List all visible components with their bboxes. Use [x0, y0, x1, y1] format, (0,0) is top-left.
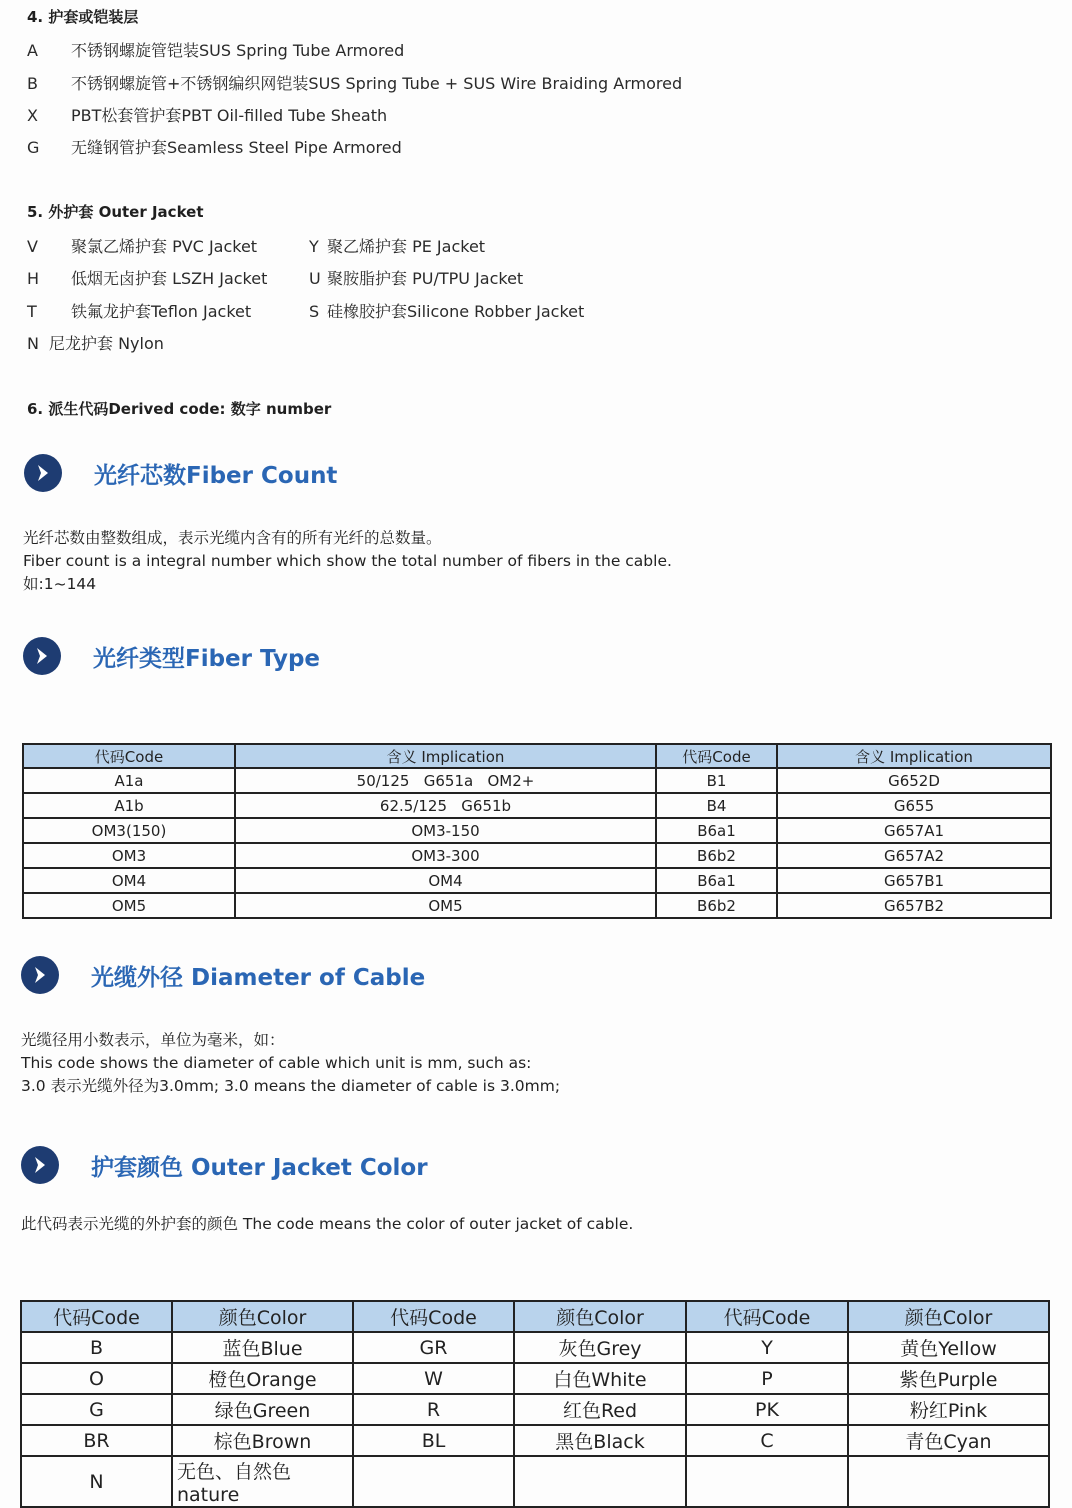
table-cell: OM4 — [23, 868, 235, 893]
table-cell: 绿色Green — [172, 1394, 353, 1425]
table-cell: G657A1 — [777, 818, 1051, 843]
column-header: 颜色Color — [514, 1301, 686, 1332]
table-cell: 青色Cyan — [848, 1425, 1049, 1456]
table-cell: G657B1 — [777, 868, 1051, 893]
table-cell: N — [21, 1456, 172, 1507]
table-cell — [514, 1456, 686, 1507]
table-row — [21, 1363, 1049, 1394]
jacket-item — [309, 299, 584, 322]
table-cell: 62.5/125 G651b — [235, 793, 656, 818]
column-header: 颜色Color — [172, 1301, 353, 1332]
table-cell: OM3 — [23, 843, 235, 868]
column-header: 含义 Implication — [777, 744, 1051, 768]
jacket-text: 低烟无卤护套 LSZH Jacket — [71, 269, 268, 288]
table-cell: O — [21, 1363, 172, 1394]
column-header: 代码Code — [656, 744, 777, 768]
diameter-line: This code shows the diameter of cable which unit is mm, such as: — [21, 1054, 532, 1072]
table-row — [23, 868, 1051, 893]
jacket-code: V — [27, 237, 38, 256]
table-cell: G — [21, 1394, 172, 1425]
armor-item — [27, 103, 387, 126]
table-cell — [848, 1456, 1049, 1507]
table-cell: P — [686, 1363, 848, 1394]
fiber-type-heading — [23, 637, 320, 675]
jacket-title: 5. 外护套 Outer Jacket — [27, 203, 204, 221]
column-header: 代码Code — [686, 1301, 848, 1332]
table-cell: B6b2 — [656, 893, 777, 918]
armor-code: B — [27, 74, 38, 93]
table-cell: W — [353, 1363, 514, 1394]
table-cell: 棕色Brown — [172, 1425, 353, 1456]
table-cell: B1 — [656, 768, 777, 793]
table-cell: OM3-150 — [235, 818, 656, 843]
chevron-right-icon — [21, 1146, 59, 1184]
jacket-text: 尼龙护套 Nylon — [49, 334, 164, 353]
table-cell: 紫色Purple — [848, 1363, 1049, 1394]
table-cell: A1a — [23, 768, 235, 793]
table-cell: OM3(150) — [23, 818, 235, 843]
armor-title: 4. 护套或铠装层 — [27, 8, 139, 26]
armor-item — [27, 135, 402, 158]
table-cell: G652D — [777, 768, 1051, 793]
armor-text: 无缝钢管护套Seamless Steel Pipe Armored — [71, 138, 402, 157]
jacket-code: S — [309, 302, 320, 321]
table-cell: C — [686, 1425, 848, 1456]
jacket-code: U — [309, 269, 321, 288]
table-row — [21, 1332, 1049, 1363]
diameter-line: 光缆径用小数表示，单位为毫米，如： — [21, 1031, 285, 1049]
table-cell: 灰色Grey — [514, 1332, 686, 1363]
chevron-right-icon — [21, 956, 59, 994]
table-cell: 黑色Black — [514, 1425, 686, 1456]
table-row — [23, 893, 1051, 918]
jacket-code: Y — [309, 237, 319, 256]
fiber-count-title: 光纤芯数Fiber Count — [94, 462, 338, 489]
table-cell: G657A2 — [777, 843, 1051, 868]
table-cell: OM5 — [23, 893, 235, 918]
table-cell: 粉红Pink — [848, 1394, 1049, 1425]
table-row — [21, 1394, 1049, 1425]
table-cell: G657B2 — [777, 893, 1051, 918]
armor-code: A — [27, 41, 38, 60]
table-cell: B — [21, 1332, 172, 1363]
diameter-heading — [21, 956, 425, 994]
color-heading — [21, 1146, 428, 1184]
table-cell: BR — [21, 1425, 172, 1456]
table-row — [21, 1425, 1049, 1456]
jacket-code: T — [27, 302, 37, 321]
jacket-item — [27, 266, 267, 289]
table-cell: 黄色Yellow — [848, 1332, 1049, 1363]
table-header-row — [21, 1301, 1049, 1332]
jacket-text: 硅橡胶护套Silicone Robber Jacket — [327, 302, 585, 321]
fiber-count-heading — [24, 454, 337, 492]
jacket-text: 聚胺脂护套 PU/TPU Jacket — [327, 269, 524, 288]
column-header: 代码Code — [353, 1301, 514, 1332]
table-header-row — [23, 744, 1051, 768]
armor-code: X — [27, 106, 38, 125]
table-cell: BL — [353, 1425, 514, 1456]
table-row — [21, 1456, 1049, 1507]
table-cell: 蓝色Blue — [172, 1332, 353, 1363]
jacket-item — [27, 299, 251, 322]
table-row — [23, 843, 1051, 868]
table-cell: B4 — [656, 793, 777, 818]
table-cell: GR — [353, 1332, 514, 1363]
color-title: 护套颜色 Outer Jacket Color — [91, 1154, 428, 1181]
table-cell: 白色White — [514, 1363, 686, 1394]
armor-text: 不锈钢螺旋管+不锈钢编织网铠装SUS Spring Tube + SUS Wire Braiding Armored — [71, 74, 683, 93]
color-table — [20, 1300, 1050, 1508]
table-cell: B6a1 — [656, 868, 777, 893]
fiber-type-table — [22, 743, 1052, 919]
table-cell: G655 — [777, 793, 1051, 818]
table-cell: OM4 — [235, 868, 656, 893]
table-cell: R — [353, 1394, 514, 1425]
table-cell: A1b — [23, 793, 235, 818]
table-cell: PK — [686, 1394, 848, 1425]
jacket-item — [309, 234, 485, 257]
fiber-count-line: 光纤芯数由整数组成，表示光缆内含有的所有光纤的总数量。 — [23, 529, 442, 547]
column-header: 颜色Color — [848, 1301, 1049, 1332]
jacket-text: 聚氯乙烯护套 PVC Jacket — [71, 237, 258, 256]
table-cell: 50/125 G651a OM2+ — [235, 768, 656, 793]
table-row — [23, 768, 1051, 793]
table-cell: OM5 — [235, 893, 656, 918]
table-cell: 橙色Orange — [172, 1363, 353, 1394]
armor-item — [27, 38, 404, 61]
fiber-type-title: 光纤类型Fiber Type — [93, 645, 321, 672]
jacket-text: 铁氟龙护套Teflon Jacket — [71, 302, 252, 321]
armor-text: 不锈钢螺旋管铠装SUS Spring Tube Armored — [71, 41, 405, 60]
table-cell: 无色、自然色 nature — [172, 1456, 353, 1507]
jacket-code: N — [27, 334, 39, 353]
fiber-count-line: Fiber count is a integral number which show the total number of fibers in the cable. — [23, 552, 672, 570]
derived-code: 6. 派生代码Derived code: 数字 number — [27, 400, 332, 418]
table-row — [23, 818, 1051, 843]
table-cell: B6a1 — [656, 818, 777, 843]
fiber-count-desc — [23, 527, 672, 596]
diameter-title: 光缆外径 Diameter of Cable — [91, 964, 426, 991]
column-header: 含义 Implication — [235, 744, 656, 768]
jacket-item — [27, 234, 257, 257]
jacket-item — [27, 331, 164, 354]
table-cell: 红色Red — [514, 1394, 686, 1425]
chevron-right-icon — [23, 637, 61, 675]
armor-item — [27, 71, 682, 94]
armor-text: PBT松套管护套PBT Oil-filled Tube Sheath — [71, 106, 388, 125]
table-cell: B6b2 — [656, 843, 777, 868]
jacket-text: 聚乙烯护套 PE Jacket — [327, 237, 486, 256]
armor-code: G — [27, 138, 40, 157]
table-cell — [686, 1456, 848, 1507]
jacket-item — [309, 266, 523, 289]
table-cell: Y — [686, 1332, 848, 1363]
fiber-count-line: 如:1~144 — [23, 575, 97, 593]
color-desc: 此代码表示光缆的外护套的颜色 The code means the color of outer jacket of cable. — [21, 1215, 634, 1233]
diameter-line: 3.0 表示光缆外径为3.0mm; 3.0 means the diameter of cable is 3.0mm; — [21, 1077, 561, 1095]
table-row — [23, 793, 1051, 818]
column-header: 代码Code — [21, 1301, 172, 1332]
chevron-right-icon — [24, 454, 62, 492]
diameter-desc — [21, 1029, 560, 1098]
column-header: 代码Code — [23, 744, 235, 768]
table-cell — [353, 1456, 514, 1507]
jacket-code: H — [27, 269, 40, 288]
table-cell: OM3-300 — [235, 843, 656, 868]
